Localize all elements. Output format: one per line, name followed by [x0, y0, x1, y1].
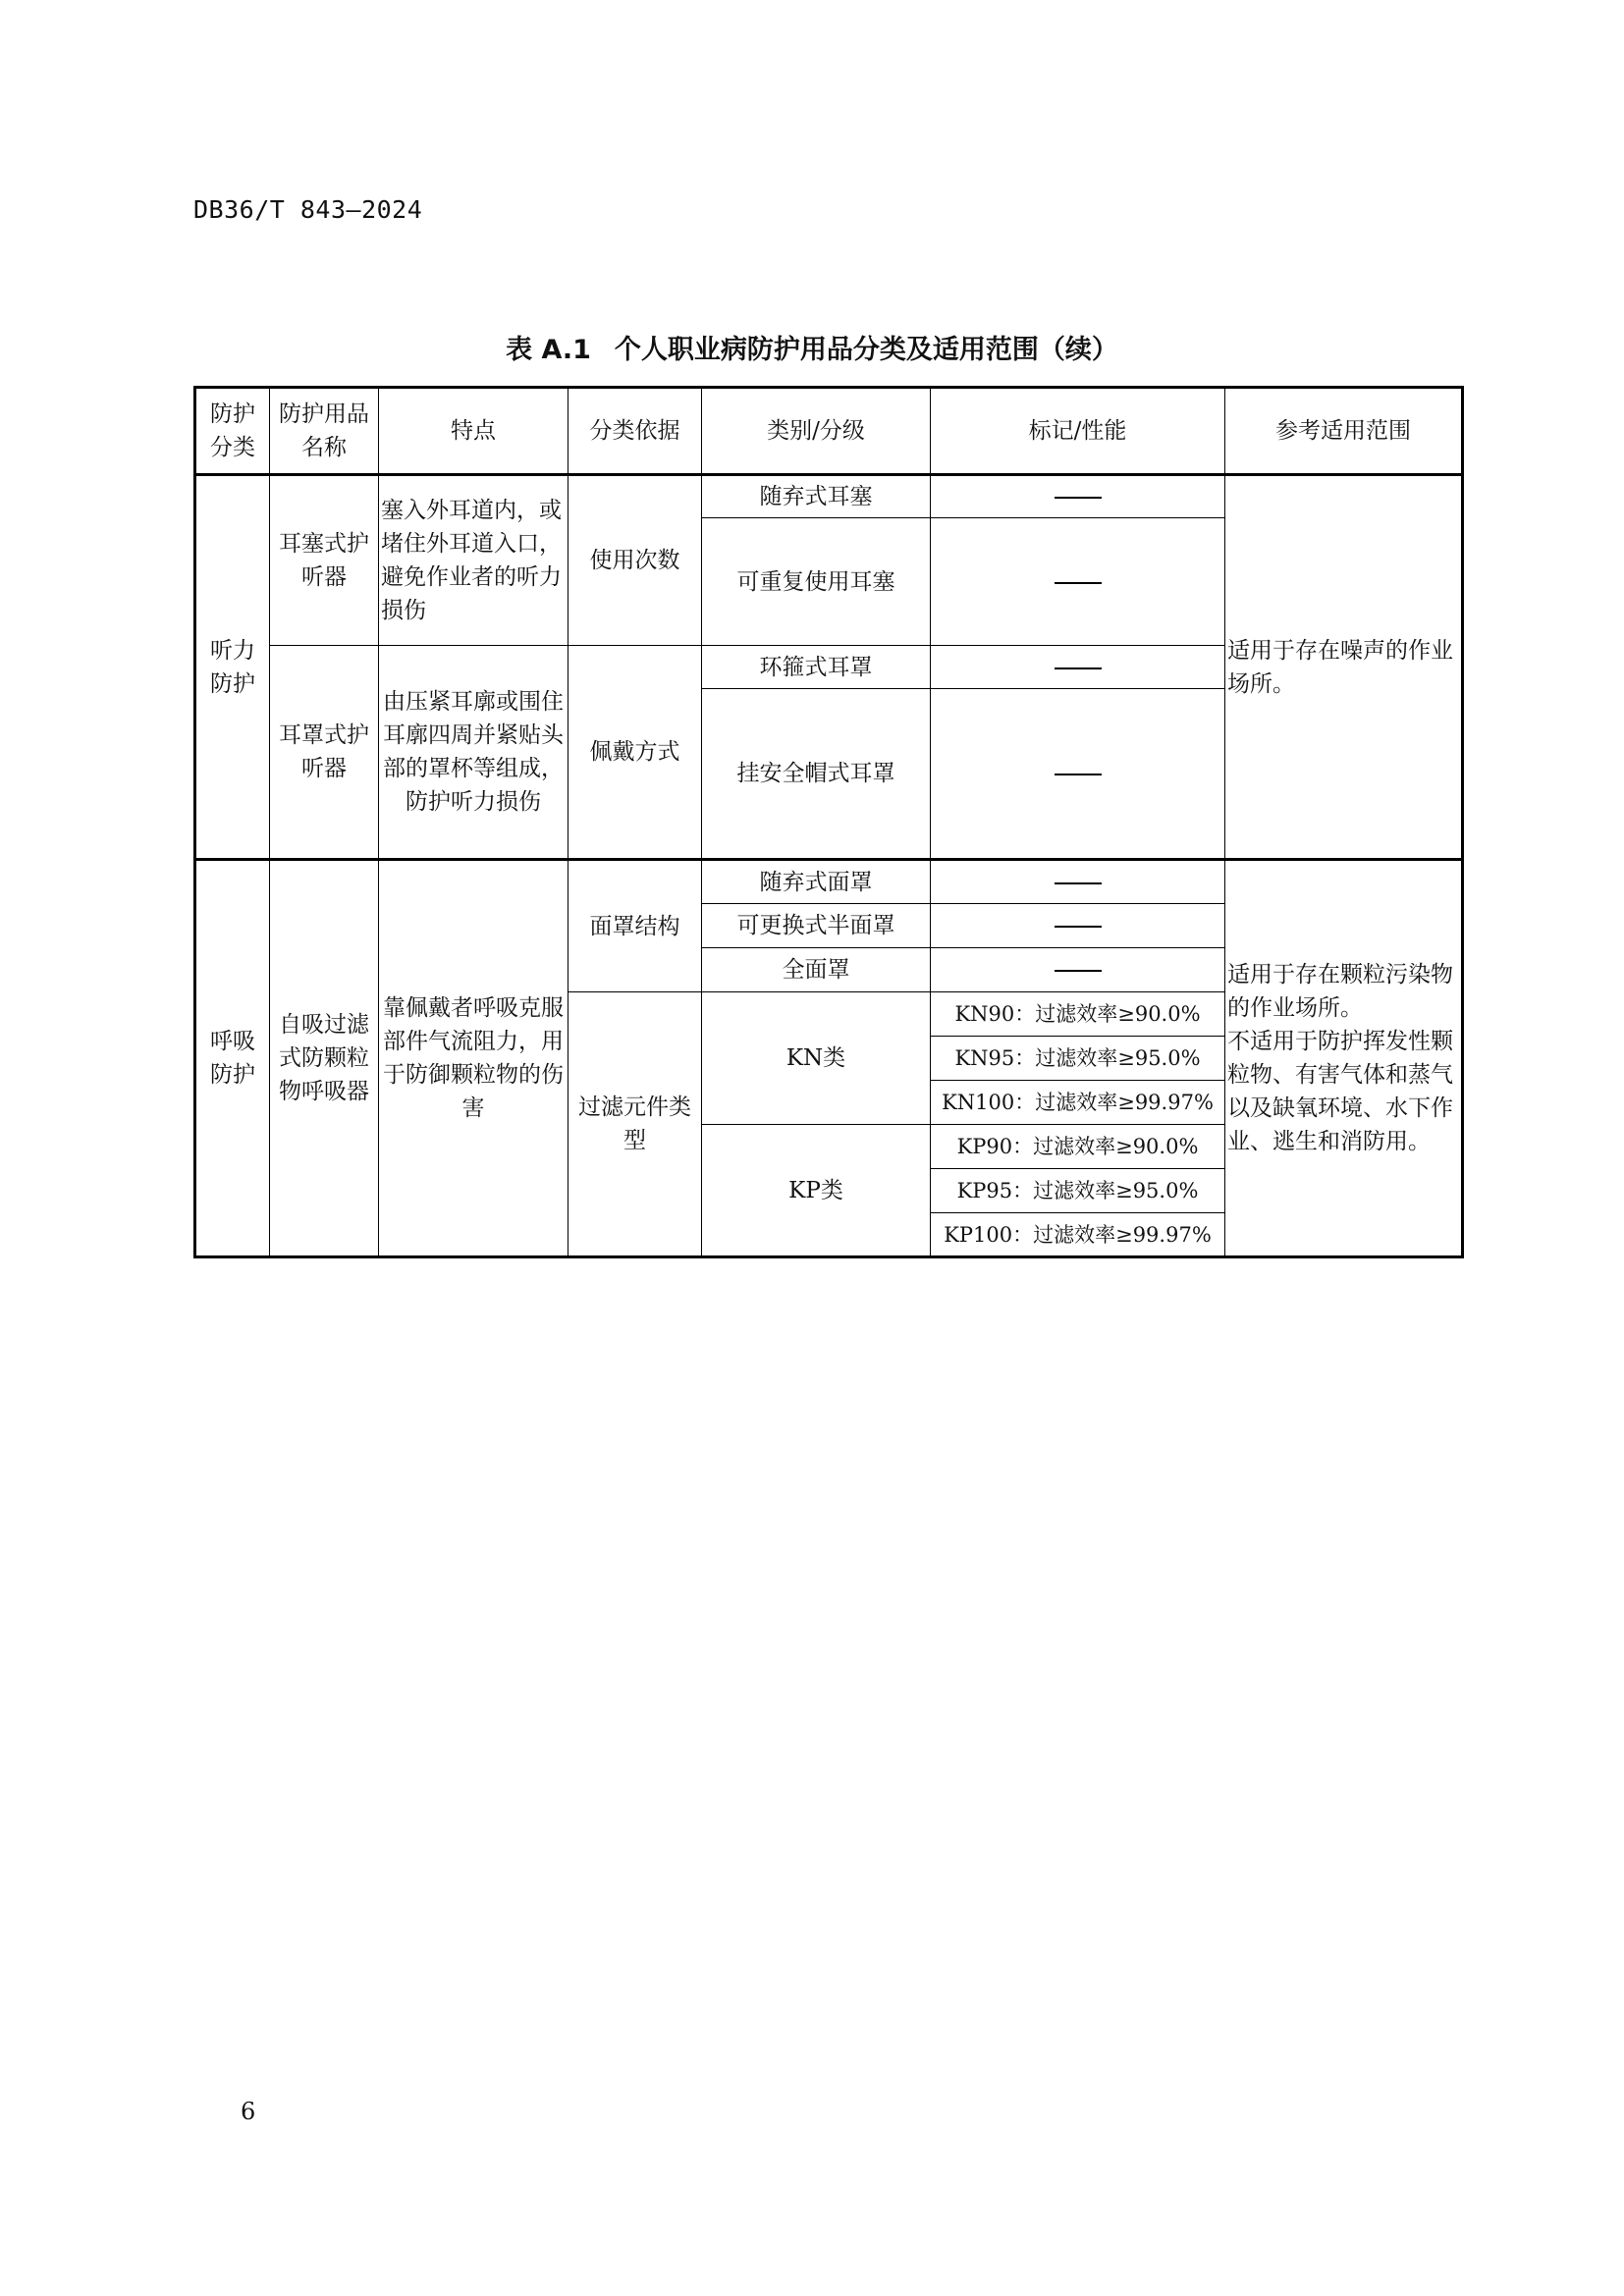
- header-cell: 标记/性能: [931, 388, 1225, 475]
- mark-cell: [931, 860, 1225, 904]
- table-number: 表 A.1: [506, 335, 591, 365]
- dash-mark: [1055, 970, 1102, 972]
- page-number: 6: [241, 2098, 256, 2125]
- dash-mark: [1055, 582, 1102, 584]
- mark-cell: KP90：过滤效率≥90.0%: [931, 1125, 1225, 1169]
- type-cell: KP类: [702, 1125, 931, 1257]
- dash-mark: [1055, 774, 1102, 775]
- type-cell: 挂安全帽式耳罩: [702, 689, 931, 860]
- category-cell: 听力防护: [195, 475, 270, 860]
- type-cell: 随弃式面罩: [702, 860, 931, 904]
- product-name-cell: 耳塞式护听器: [270, 475, 379, 646]
- header-cell: 防护分类: [195, 388, 270, 475]
- feature-cell: 靠佩戴者呼吸克服部件气流阻力，用于防御颗粒物的伤害: [379, 860, 568, 1257]
- type-cell: KN类: [702, 992, 931, 1125]
- mark-cell: [931, 646, 1225, 689]
- mark-cell: KN100：过滤效率≥99.97%: [931, 1081, 1225, 1125]
- product-name-cell: 自吸过滤式防颗粒物呼吸器: [270, 860, 379, 1257]
- type-cell: 可重复使用耳塞: [702, 518, 931, 646]
- basis-cell: 使用次数: [568, 475, 702, 646]
- basis-cell: 佩戴方式: [568, 646, 702, 860]
- mark-cell: KN95：过滤效率≥95.0%: [931, 1037, 1225, 1081]
- mark-cell: KP95：过滤效率≥95.0%: [931, 1169, 1225, 1213]
- dash-mark: [1055, 497, 1102, 499]
- header-cell: 防护用品名称: [270, 388, 379, 475]
- type-cell: 环箍式耳罩: [702, 646, 931, 689]
- mark-cell: [931, 689, 1225, 860]
- feature-cell: 由压紧耳廓或围住耳廓四周并紧贴头部的罩杯等组成，防护听力损伤: [379, 646, 568, 860]
- mark-cell: [931, 904, 1225, 948]
- document-id: DB36/T 843—2024: [193, 195, 423, 224]
- dash-mark: [1055, 882, 1102, 884]
- dash-mark: [1055, 667, 1102, 669]
- category-cell: 呼吸防护: [195, 860, 270, 1257]
- table-row: [195, 860, 1463, 904]
- basis-cell: 面罩结构: [568, 860, 702, 992]
- scope-line: 适用于存在颗粒污染物的作业场所。: [1227, 962, 1453, 1021]
- scope-cell: [1225, 860, 1463, 1257]
- type-cell: 可更换式半面罩: [702, 904, 931, 948]
- mark-cell: [931, 475, 1225, 518]
- header-cell: 分类依据: [568, 388, 702, 475]
- scope-cell: 适用于存在噪声的作业场所。: [1225, 475, 1463, 860]
- table-row: [195, 475, 1463, 518]
- scope-line: 不适用于防护挥发性颗粒物、有害气体和蒸气以及缺氧环境、水下作业、逃生和消防用。: [1227, 1029, 1453, 1154]
- dash-mark: [1055, 926, 1102, 928]
- header-cell: 类别/分级: [702, 388, 931, 475]
- type-cell: 随弃式耳塞: [702, 475, 931, 518]
- product-name-cell: 耳罩式护听器: [270, 646, 379, 860]
- header-row: [195, 388, 1463, 475]
- table-title: 个人职业病防护用品分类及适用范围（续）: [614, 335, 1118, 365]
- basis-cell: 过滤元件类型: [568, 992, 702, 1257]
- classification-table: [193, 386, 1464, 1258]
- mark-cell: [931, 518, 1225, 646]
- table-caption: [0, 328, 1624, 366]
- type-cell: 全面罩: [702, 948, 931, 992]
- header-cell: 特点: [379, 388, 568, 475]
- feature-cell: 塞入外耳道内，或堵住外耳道入口，避免作业者的听力损伤: [379, 475, 568, 646]
- mark-cell: [931, 948, 1225, 992]
- header-cell: 参考适用范围: [1225, 388, 1463, 475]
- mark-cell: KP100：过滤效率≥99.97%: [931, 1213, 1225, 1257]
- mark-cell: KN90：过滤效率≥90.0%: [931, 992, 1225, 1037]
